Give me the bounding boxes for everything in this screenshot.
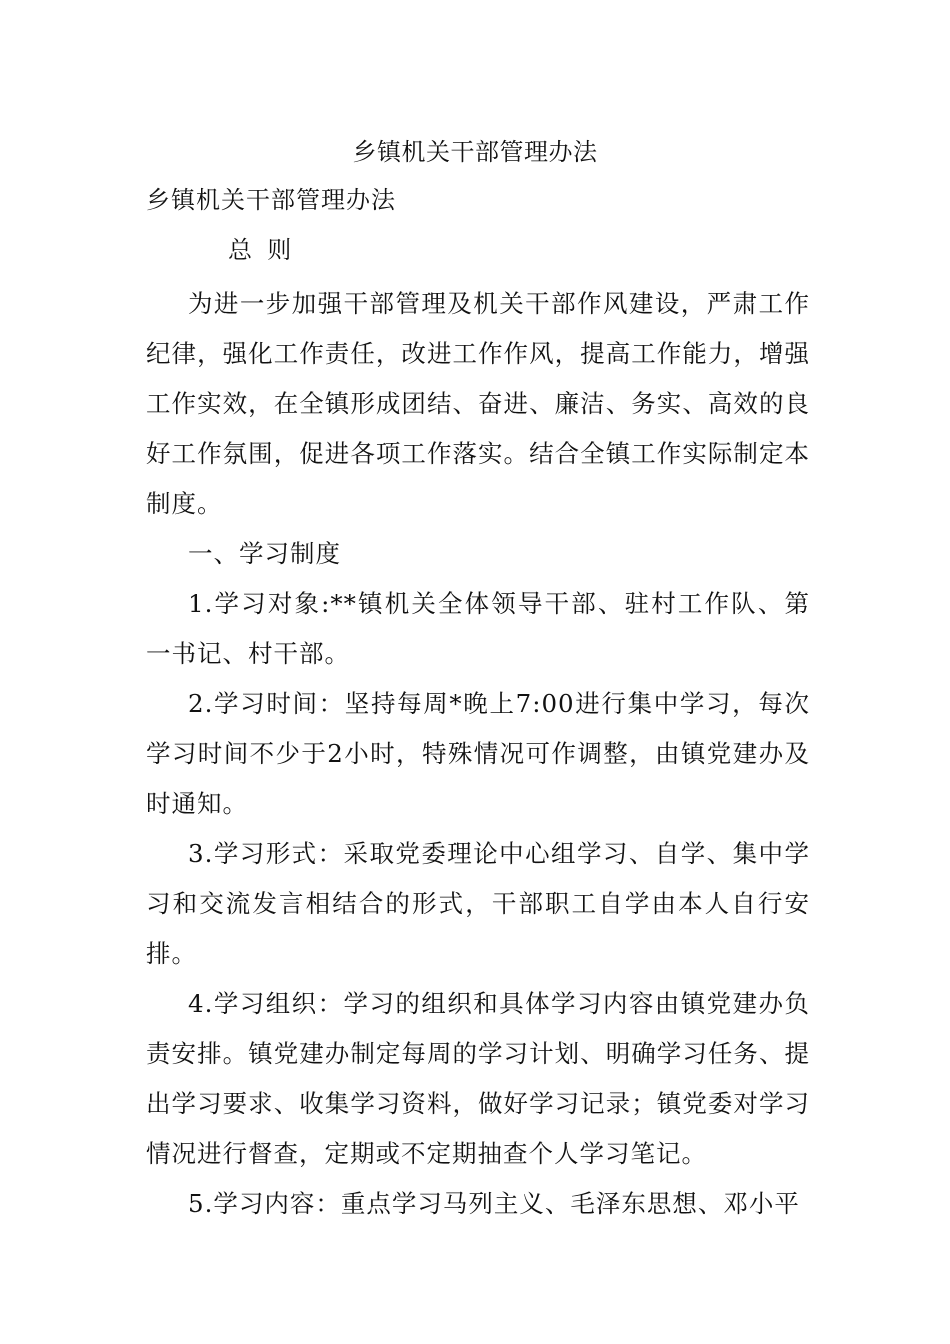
paragraph-study-organization: 4.学习组织：学习的组织和具体学习内容由镇党建办负责安排。镇党建办制定每周的学习计划、明确学习任务、提出学习要求、收集学习资料，做好学习记录；镇党委对学习情况进行督查，定期或不定期抽查个人学习笔记。 — [146, 989, 810, 1168]
document-title: 乡镇机关干部管理办法 — [352, 138, 598, 166]
document-body — [146, 181, 810, 1229]
paragraph-study-content: 5.学习内容：重点学习马列主义、毛泽东思想、邓小平 — [188, 1189, 800, 1218]
section-heading-study: 一、学习制度 — [188, 539, 341, 568]
paragraph-study-form: 3.学习形式：采取党委理论中心组学习、自学、集中学习和交流发言相结合的形式，干部职工自学由本人自行安排。 — [146, 839, 810, 968]
general-heading: 总 则 — [228, 236, 292, 264]
paragraph-intro: 为进一步加强干部管理及机关干部作风建设，严肃工作纪律，强化工作责任，改进工作作风，提高工作能力，增强工作实效，在全镇形成团结、奋进、廉洁、务实、高效的良好工作氛围，促进各项工作落实。结合全镇工作实际制定本制度。 — [146, 289, 810, 518]
paragraph-study-target: 1.学习对象:**镇机关全体领导干部、驻村工作队、第一书记、村干部。 — [146, 589, 810, 668]
document-subtitle: 乡镇机关干部管理办法 — [146, 186, 396, 214]
paragraph-study-time: 2.学习时间：坚持每周*晚上7:00进行集中学习，每次学习时间不少于2小时，特殊情况可作调整，由镇党建办及时通知。 — [146, 689, 810, 818]
